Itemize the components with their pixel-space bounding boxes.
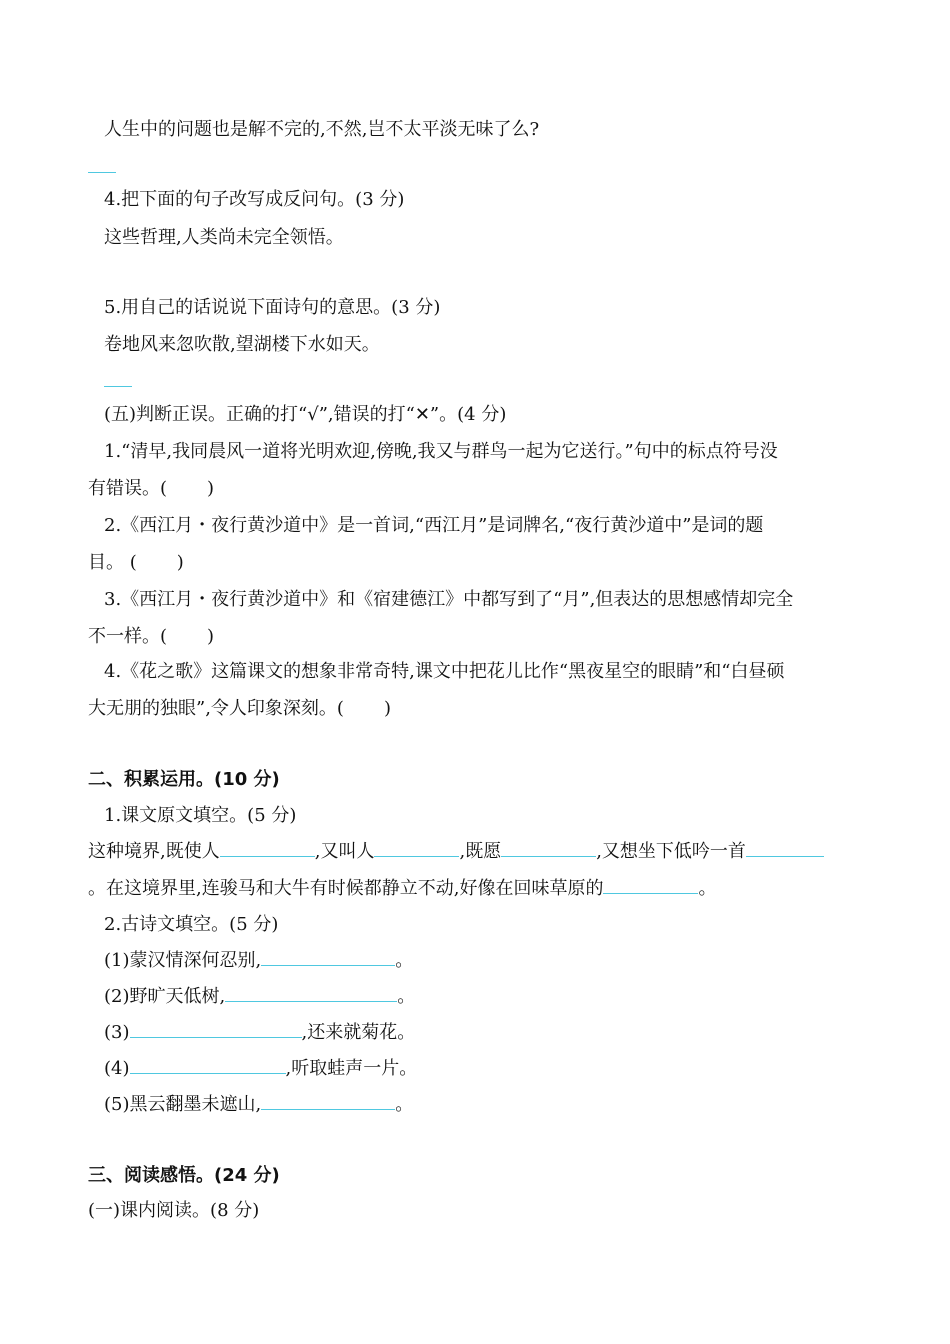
q4-sentence: 这些哲理,人类尚未完全领悟。 xyxy=(104,227,344,248)
section3-title: 三、阅读感悟。(24 分) xyxy=(88,1165,280,1186)
judge-item-3: 3.《西江月・夜行黄沙道中》和《宿建德江》中都写到了“月”,但表达的思想感情却完全 xyxy=(104,589,794,610)
q3-sentence: 人生中的问题也是解不完的,不然,岂不太平淡无味了么? xyxy=(104,119,540,140)
judge-title: (五)判断正误。正确的打“√”,错误的打“✕”。(4 分) xyxy=(104,404,507,425)
answer-line-q5[interactable] xyxy=(104,386,132,387)
fill-blank-3[interactable] xyxy=(501,840,596,857)
poem-1: (1)蒙汉情深何忍别, 。 xyxy=(104,950,414,971)
s2-q1-title: 1.课文原文填空。(5 分) xyxy=(104,805,297,826)
fill-blank-2[interactable] xyxy=(374,840,459,857)
poem-2: (2)野旷天低树, 。 xyxy=(104,986,416,1007)
poem-blank-4[interactable] xyxy=(130,1057,286,1074)
judge-item-4: 4.《花之歌》这篇课文的想象非常奇特,课文中把花儿比作“黑夜星空的眼睛”和“白昼硕 xyxy=(104,661,785,682)
answer-line-q3[interactable] xyxy=(88,172,116,173)
fill-blank-1[interactable] xyxy=(220,840,315,857)
poem-blank-3[interactable] xyxy=(130,1021,302,1038)
fill-blank-5[interactable] xyxy=(603,877,698,894)
judge-item-1: 1.“清早,我同晨风一道将光明欢迎,傍晚,我又与群鸟一起为它送行。”句中的标点符号没 xyxy=(104,441,778,462)
q5-sentence: 卷地风来忽吹散,望湖楼下水如天。 xyxy=(104,334,380,355)
judge-item-3-cont: 不一样。( ) xyxy=(88,626,215,647)
fill-blank-4[interactable] xyxy=(746,840,824,857)
q5-title: 5.用自己的话说说下面诗句的意思。(3 分) xyxy=(104,297,441,318)
judge-item-2-cont: 目。 ( ) xyxy=(88,552,184,573)
section2-title: 二、积累运用。(10 分) xyxy=(88,769,280,790)
poem-4: (4) ,听取蛙声一片。 xyxy=(104,1058,418,1079)
poem-blank-2[interactable] xyxy=(225,985,397,1002)
poem-blank-5[interactable] xyxy=(261,1093,395,1110)
judge-item-4-cont: 大无朋的独眼”,令人印象深刻。( ) xyxy=(88,698,391,719)
s3-sub1-title: (一)课内阅读。(8 分) xyxy=(88,1200,260,1221)
poem-blank-1[interactable] xyxy=(261,949,395,966)
poem-5: (5)黑云翻墨未遮山, 。 xyxy=(104,1094,414,1115)
poem-3: (3) ,还来就菊花。 xyxy=(104,1022,416,1043)
judge-item-1-cont: 有错误。( ) xyxy=(88,478,215,499)
fill-line-1: 这种境界,既使人 ,又叫人 ,既愿 ,又想坐下低吟一首 xyxy=(88,840,824,864)
q4-title: 4.把下面的句子改写成反问句。(3 分) xyxy=(104,189,405,210)
s2-q2-title: 2.古诗文填空。(5 分) xyxy=(104,914,279,935)
fill-line-2: 。在这境界里,连骏马和大牛有时候都静立不动,好像在回味草原的 。 xyxy=(88,878,717,899)
judge-item-2: 2.《西江月・夜行黄沙道中》是一首词,“西江月”是词牌名,“夜行黄沙道中”是词的题 xyxy=(104,515,764,536)
